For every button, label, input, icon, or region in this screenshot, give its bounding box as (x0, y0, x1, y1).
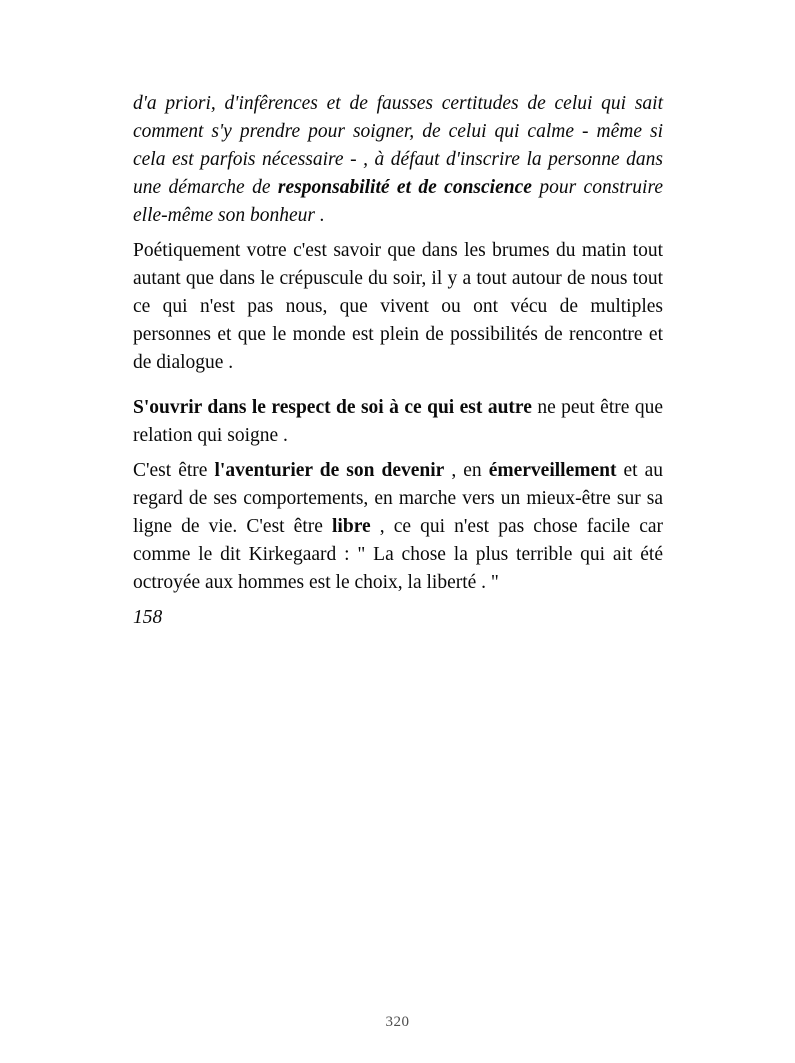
footer-page-number: 320 (385, 1014, 410, 1030)
text-run: Poétiquement votre c'est savoir que dans les brumes du matin tout autant que dans le crépuscule du soir, il y a tout autour de nous tout ce qui n'est pas nous, que vivent ou ont vécu de multiples personnes et que le monde est plein de possibilités de rencontre et de dialogue . (133, 240, 663, 373)
paragraph-souvrir (133, 394, 663, 450)
text-run: d'a priori, d'infêrences et de fausses certitudes de celui qui sait comment s'y prendre pour soigner, de celui qui calme - même si cela est parfois nécessaire - , à défaut d'inscrire la personne dans une démarche de (133, 93, 663, 198)
inner-page-number: 158 (133, 607, 163, 628)
text-run: et au regard de ses comportements, en marche vers un mieux-être sur sa ligne de vie. C'est être (133, 460, 664, 537)
text-run: , ce qui n'est pas chose facile car comme le dit Kirkegaard : " La chose la plus terrible qui ait été octroyée aux hommes est le choix, la liberté . " (133, 516, 663, 593)
page-footer (0, 1012, 795, 1032)
page-content (133, 90, 663, 632)
bold-text-run: l'aventurier de son devenir (214, 460, 445, 481)
page-body-paragraphs (133, 90, 663, 597)
text-run: C'est être (133, 460, 215, 481)
bold-text-run: responsabilité et de conscience (277, 177, 532, 198)
paragraph-poetiquement (133, 237, 663, 377)
text-run: , en (444, 460, 489, 481)
bold-text-run: libre (332, 516, 371, 537)
paragraph-aventurier (133, 457, 663, 597)
text-run: pour construire elle-même son bonheur . (133, 177, 663, 226)
paragraph-intro-italic (133, 90, 663, 230)
bold-text-run: S'ouvrir dans le respect de soi à ce qui est autre (133, 397, 532, 418)
text-run: ne peut être que relation qui soigne . (133, 397, 663, 446)
bold-text-run: émerveillement (488, 460, 617, 481)
